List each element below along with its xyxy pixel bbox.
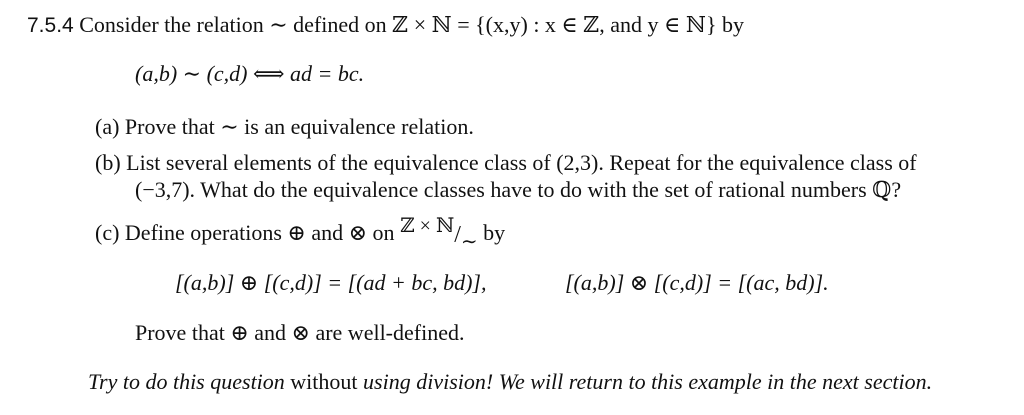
footnote-part1: Try to do this question — [88, 369, 285, 394]
problem-number: 7.5.4 — [27, 14, 74, 37]
operation-otimes: [(a,b)] ⊗ [(c,d)] = [(ac, bd)]. — [565, 270, 829, 295]
relation-definition: (a,b) ∼ (c,d) ⟺ ad = bc. — [135, 61, 365, 86]
problem-intro: Consider the relation ∼ defined on ℤ × ℕ = {(x,y) : x ∈ ℤ, and y ∈ ℕ} by — [79, 12, 744, 37]
operation-oplus: [(a,b)] ⊕ [(c,d)] = [(ad + bc, bd)], — [175, 270, 487, 295]
footnote-part2: without — [284, 369, 364, 394]
part-c — [95, 215, 506, 253]
part-a-text: Prove that ∼ is an equivalence relation. — [124, 114, 474, 139]
part-b-label: (b) — [95, 150, 121, 175]
part-c-post: by — [483, 220, 506, 245]
part-a — [95, 114, 474, 140]
part-a-label: (a) — [95, 114, 120, 139]
problem-intro-line — [27, 12, 744, 39]
part-b — [95, 150, 917, 176]
footnote — [88, 369, 932, 395]
part-b-line1: List several elements of the equivalence class of (2,3). Repeat for the equivalence class of — [126, 150, 917, 175]
part-c-pre: Define operations ⊕ and ⊗ on — [124, 220, 395, 245]
quotient-slash: / — [454, 222, 461, 248]
part-c-label: (c) — [95, 220, 120, 245]
part-b-line2: (−3,7). What do the equivalence classes have to do with the set of rational numbers ℚ? — [135, 177, 902, 202]
quotient-numerator: ℤ × ℕ — [400, 215, 455, 237]
part-c-prove: Prove that ⊕ and ⊗ are well-defined. — [135, 320, 465, 345]
footnote-part3: using division! We will return to this example in the next section. — [363, 369, 933, 394]
quotient-denominator: ∼ — [460, 231, 478, 253]
